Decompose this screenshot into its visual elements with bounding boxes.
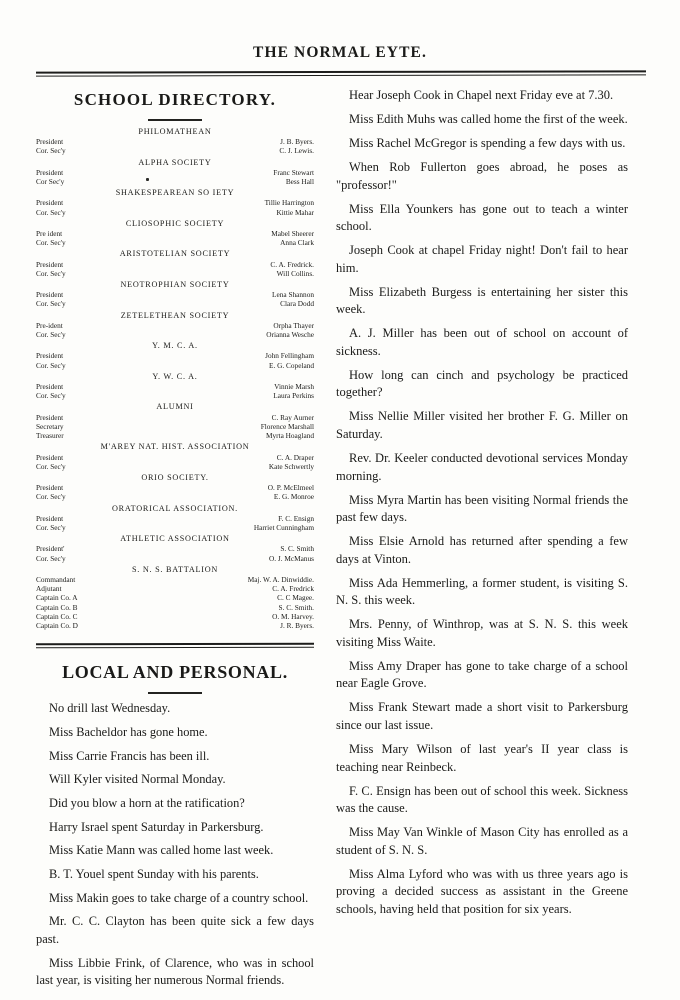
officer-person: Myrta Hoagland xyxy=(265,431,314,441)
news-item: Miss Nellie Miller visited her brother F. G. Miller on Saturday. xyxy=(336,409,628,442)
officer-person: C. A. Fredrick xyxy=(272,584,314,594)
directory-officer-row xyxy=(36,603,314,612)
news-item: Harry Israel spent Saturday in Parkersburg. xyxy=(49,819,264,834)
directory-officer-row xyxy=(36,413,314,422)
masthead-divider xyxy=(36,70,646,76)
news-item: Miss Carrie Francis has been ill. xyxy=(49,748,210,763)
news-item: A. J. Miller has been out of school on account of sickness. xyxy=(336,326,628,358)
officer-role: Cor. Sec'y xyxy=(36,146,66,156)
dot-leader xyxy=(67,301,279,307)
news-item: Did you blow a horn at the ratification? xyxy=(49,795,245,810)
directory-org-name: NEOTROPHIAN SOCIETY xyxy=(120,280,230,290)
dot-leader xyxy=(79,623,279,629)
directory-officer-row xyxy=(36,612,314,621)
directory-officer-row xyxy=(36,330,314,339)
news-item: Hear Joseph Cook in Chapel next Friday eve at 7.30. xyxy=(349,88,614,102)
officer-role: Cor. Sec'y xyxy=(36,492,66,502)
news-item: Miss Katie Mann was called home last week. xyxy=(49,843,274,858)
officer-person: S. C. Smith xyxy=(280,544,314,554)
news-item: Miss Elizabeth Burgess is entertaining her sister this week. xyxy=(336,284,628,317)
dot-leader xyxy=(65,179,285,185)
directory-officer-row xyxy=(36,575,314,584)
officer-role: Cor Sec'y xyxy=(36,177,65,187)
directory-org-name: ALUMNI xyxy=(156,402,194,412)
news-item: Miss Mary Wilson of last year's II year class is teaching near Reinbeck. xyxy=(336,742,628,774)
heading-rule xyxy=(148,119,202,121)
officer-role: President xyxy=(36,412,64,422)
directory-officer-row xyxy=(36,523,314,532)
directory-org-name: CLIOSOPHIC SOCIETY xyxy=(125,218,225,228)
directory-officer-row xyxy=(36,431,314,440)
officer-role: Captain Co. D xyxy=(36,620,78,630)
directory-officer-row xyxy=(36,382,314,391)
news-item: Rev. Dr. Keeler conducted devotional services Monday morning. xyxy=(336,451,628,483)
directory-officer-row xyxy=(36,146,314,155)
directory-officer-row xyxy=(36,453,314,462)
news-item: B. T. Youel spent Sunday with his parents. xyxy=(49,867,259,882)
two-column-body xyxy=(0,87,680,996)
dot-leader xyxy=(64,353,264,359)
officer-person: Florence Marshall xyxy=(260,421,314,431)
officer-role: Captain Co. C xyxy=(36,611,78,621)
officer-role: Cor. Sec'y xyxy=(36,299,66,309)
officer-person: Kittie Mahar xyxy=(276,207,314,217)
news-item: Miss May Van Winkle of Mason City has enrolled as a student of S. N. S. xyxy=(336,825,628,857)
dot-leader xyxy=(64,261,269,267)
directory-officer-row xyxy=(36,260,314,269)
dot-leader xyxy=(76,577,246,583)
right-column xyxy=(336,87,628,925)
directory-org-name: ALPHA SOCIETY xyxy=(138,157,212,167)
dot-leader xyxy=(67,362,268,368)
news-item: When Rob Fullerton goes abroad, he poses as "professor!" xyxy=(336,159,628,192)
officer-person: Lena Shannon xyxy=(272,290,314,300)
officer-person: Will Collins. xyxy=(276,268,314,278)
news-item: How long can cinch and psychology be practiced together? xyxy=(336,367,628,400)
directory-officer-row xyxy=(36,483,314,492)
dot-leader xyxy=(64,200,263,206)
officer-role: Captain Co. A xyxy=(36,593,78,603)
dot-leader xyxy=(65,424,260,430)
officer-person: O. P. McElmeel xyxy=(267,483,314,493)
dot-leader xyxy=(67,393,273,399)
local-personal-items xyxy=(36,700,314,989)
directory-officer-row xyxy=(36,462,314,471)
officer-role: President' xyxy=(36,544,65,554)
directory-officer-row xyxy=(36,290,314,299)
directory-org-name: PHILOMATHEAN xyxy=(138,127,212,136)
dot-leader xyxy=(79,604,278,610)
officer-role: Cor. Sec'y xyxy=(36,330,66,340)
officer-person: E. G. Monroe xyxy=(273,492,314,502)
directory-officer-row xyxy=(36,514,314,523)
officer-person: Clara Dodd xyxy=(280,299,314,309)
news-item: Miss Makin goes to take charge of a country school. xyxy=(49,890,309,905)
news-item: Will Kyler visited Normal Monday. xyxy=(49,772,226,787)
officer-role: Cor. Sec'y xyxy=(36,522,66,532)
directory-org-name: ZETELETHEAN SOCIETY xyxy=(120,310,230,320)
dot-leader xyxy=(64,454,276,460)
dot-leader xyxy=(67,271,276,277)
directory-org-name: M'AREY NAT. HIST. ASSOCIATION xyxy=(100,442,250,452)
officer-person: Franc Stewart xyxy=(273,167,314,177)
officer-role: Captain Co. B xyxy=(36,602,78,612)
news-item: Miss Ada Hemmerling, a former student, is visiting S. N. S. this week. xyxy=(336,575,628,608)
directory-officer-row xyxy=(36,198,314,207)
officer-role: Commandant xyxy=(36,574,76,584)
officer-person: C. C Magee. xyxy=(277,593,314,603)
officer-person: C. A. Fredrick. xyxy=(270,259,314,269)
officer-person: Orpha Thayer xyxy=(273,320,314,330)
officer-role: Secretary xyxy=(36,421,64,431)
officer-person: C. A. Draper xyxy=(276,452,314,462)
news-item: Miss Bacheldor has gone home. xyxy=(49,724,208,739)
dot-leader xyxy=(67,332,266,338)
right-column-items xyxy=(336,87,628,919)
officer-person: C. J. Lewis. xyxy=(279,146,314,156)
news-item: Miss Rachel McGregor is spending a few days with us. xyxy=(349,135,626,150)
dot-leader xyxy=(67,525,253,531)
officer-role: Cor. Sec'y xyxy=(36,553,66,563)
directory-org-name: SHAKESPEAREAN SO IETY xyxy=(115,188,235,198)
officer-role: Cor. Sec'y xyxy=(36,360,66,370)
directory-org-name: ORIO SOCIETY. xyxy=(141,472,209,482)
officer-role: Pre ident xyxy=(36,229,63,239)
directory-officer-row xyxy=(36,492,314,501)
dot-leader xyxy=(64,414,270,420)
dot-leader xyxy=(64,170,272,176)
dot-leader xyxy=(79,613,272,619)
officer-person: Harriet Cunningham xyxy=(253,522,314,532)
directory-officer-row xyxy=(36,208,314,217)
officer-role: President xyxy=(36,137,64,147)
officer-role: Cor. Sec'y xyxy=(36,238,66,248)
dot-leader xyxy=(63,231,270,237)
directory-org-name: Y. M. C. A. xyxy=(152,341,198,351)
officer-role: President xyxy=(36,167,64,177)
dot-leader xyxy=(64,485,267,491)
directory-org-name: Y. W. C. A. xyxy=(152,371,198,381)
directory-officer-row xyxy=(36,269,314,278)
dot-leader xyxy=(67,463,268,469)
directory-org-name: ARISTOTELIAN SOCIETY xyxy=(119,249,231,259)
dot-leader xyxy=(64,515,277,521)
officer-person: O. J. McManus xyxy=(269,553,314,563)
left-column xyxy=(36,87,314,996)
news-item: Joseph Cook at chapel Friday night! Don't fail to hear him. xyxy=(336,243,628,275)
dot-leader xyxy=(65,433,265,439)
news-item: Miss Myra Martin has been visiting Normal friends the past few days. xyxy=(336,492,628,525)
dot-leader xyxy=(67,209,276,215)
officer-role: President xyxy=(36,452,64,462)
directory-officer-row xyxy=(36,299,314,308)
officer-role: Cor. Sec'y xyxy=(36,461,66,471)
directory-org-name: ORATORICAL ASSOCIATION. xyxy=(112,503,238,513)
officer-role: President xyxy=(36,351,64,361)
officer-person: F. C. Ensign xyxy=(278,513,314,523)
officer-role: President xyxy=(36,198,64,208)
officer-person: Vinnie Marsh xyxy=(274,382,314,392)
officer-person: J. B. Byers. xyxy=(280,137,314,147)
directory-officer-row xyxy=(36,621,314,630)
officer-role: Cor. Sec'y xyxy=(36,268,66,278)
officer-role: Pre-ident xyxy=(36,320,63,330)
officer-person: J. R. Byers. xyxy=(280,620,314,630)
directory-officer-row xyxy=(36,137,314,146)
dot-leader xyxy=(67,148,279,154)
officer-person: Laura Perkins xyxy=(273,391,314,401)
school-directory-heading: SCHOOL DIRECTORY. xyxy=(73,90,277,109)
directory-org-name: ATHLETIC ASSOCIATION xyxy=(120,534,230,544)
dot-leader xyxy=(79,595,277,601)
officer-person: Kate Schwertly xyxy=(268,461,314,471)
officer-person: C. Ray Aurner xyxy=(271,412,314,422)
officer-role: Cor. Sec'y xyxy=(36,391,66,401)
news-item: Miss Libbie Frink, of Clarence, who was in school last year, is visiting her numerous Normal friends. xyxy=(36,955,314,987)
news-item: Mrs. Penny, of Winthrop, was at S. N. S. this week visiting Miss Waite. xyxy=(336,617,628,649)
dot-leader xyxy=(64,384,273,390)
news-item: Miss Alma Lyford who was with us three years ago is proving a decided success as assistant in the Greene schools, having held that position for six years. xyxy=(336,866,628,916)
officer-person: Maj. W. A. Dinwiddie. xyxy=(247,574,314,584)
news-item: Miss Elsie Arnold has returned after spending a few days at Vinton. xyxy=(336,534,628,566)
local-heading-rule xyxy=(148,692,202,694)
news-item: Mr. C. C. Clayton has been quite sick a few days past. xyxy=(36,914,314,946)
directory-officer-row xyxy=(36,554,314,563)
directory-officer-row xyxy=(36,391,314,400)
dot-leader xyxy=(64,292,271,298)
officer-person: Bess Hall xyxy=(285,177,314,187)
officer-person: Orianna Wesche xyxy=(266,330,314,340)
officer-role: President xyxy=(36,382,64,392)
dot-leader xyxy=(63,586,272,592)
dot-leader xyxy=(67,555,268,561)
directory-officer-row xyxy=(36,544,314,553)
directory-officer-row xyxy=(36,422,314,431)
news-item: Miss Ella Younkers has gone out to teach a winter school. xyxy=(336,201,628,234)
officer-person: Tillie Harrington xyxy=(264,198,314,208)
officer-role: President xyxy=(36,290,64,300)
school-directory-list xyxy=(36,127,314,630)
local-personal-heading: LOCAL AND PERSONAL. xyxy=(62,662,288,683)
dot-leader xyxy=(64,323,273,329)
directory-officer-row xyxy=(36,593,314,602)
officer-person: John Fellingham xyxy=(265,351,314,361)
dot-leader xyxy=(64,139,279,145)
officer-role: President xyxy=(36,513,64,523)
news-item: Miss Frank Stewart made a short visit to Parkersburg since our last issue. xyxy=(336,700,628,733)
masthead-title: THE NORMAL EYTE. xyxy=(253,44,427,61)
dot-leader xyxy=(65,546,279,552)
officer-person: O. M. Harvey. xyxy=(272,611,314,621)
directory-officer-row xyxy=(36,177,314,186)
directory-officer-row xyxy=(36,321,314,330)
officer-role: Cor. Sec'y xyxy=(36,207,66,217)
officer-role: Treasurer xyxy=(36,431,64,441)
news-item: Miss Amy Draper has gone to take charge of a school near Eagle Grove. xyxy=(336,658,628,691)
officer-role: Adjutant xyxy=(36,584,62,594)
directory-officer-row xyxy=(36,351,314,360)
directory-officer-row xyxy=(36,584,314,593)
news-item: Miss Edith Muhs was called home the first of the week. xyxy=(349,111,628,126)
officer-person: Mabel Sheerer xyxy=(271,229,314,239)
directory-org-name: S. N. S. BATTALION xyxy=(131,564,219,574)
directory-officer-row xyxy=(36,229,314,238)
officer-role: President xyxy=(36,483,64,493)
ink-speck xyxy=(146,178,149,181)
news-item: No drill last Wednesday. xyxy=(49,701,171,716)
section-divider xyxy=(36,643,314,649)
officer-person: S. C. Smith. xyxy=(278,602,314,612)
directory-officer-row xyxy=(36,168,314,177)
dot-leader xyxy=(67,240,279,246)
officer-role: President xyxy=(36,259,64,269)
dot-leader xyxy=(67,494,273,500)
directory-officer-row xyxy=(36,361,314,370)
directory-officer-row xyxy=(36,238,314,247)
officer-person: E. G. Copeland xyxy=(269,360,314,370)
news-item: F. C. Ensign has been out of school this week. Sickness was the cause. xyxy=(336,783,628,816)
officer-person: Anna Clark xyxy=(280,238,314,248)
